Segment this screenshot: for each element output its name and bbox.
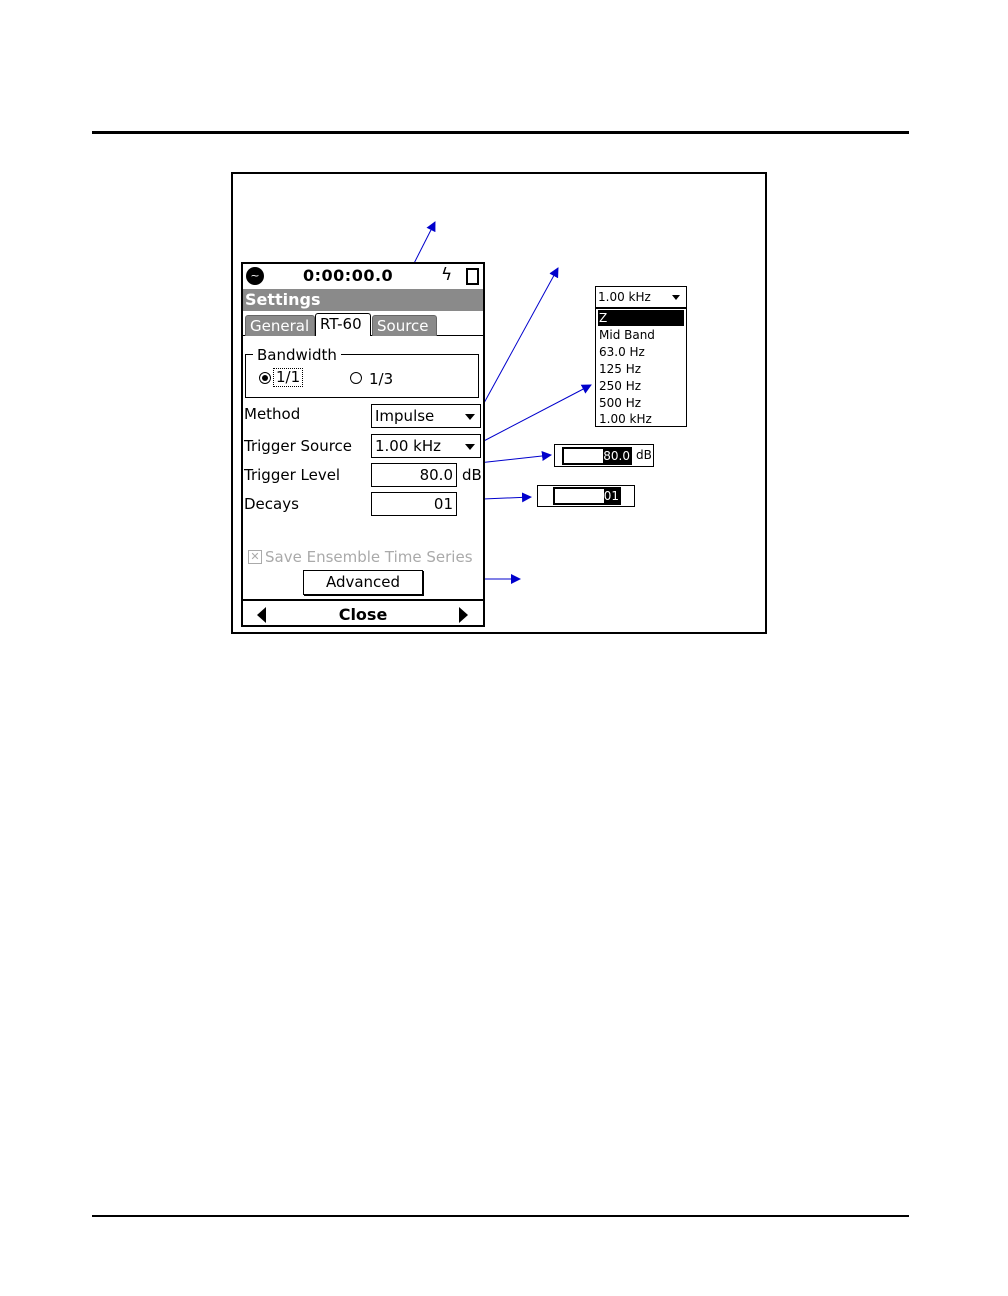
bottom-nav: [243, 599, 483, 625]
bandwidth-label: Bandwidth: [253, 346, 341, 364]
logo-icon: ~: [246, 267, 264, 285]
trigger-level-unit: dB: [462, 466, 482, 484]
dropdown-current-value[interactable]: [596, 287, 686, 309]
arrow-trigger-source: [478, 385, 591, 444]
tab-bar: [243, 312, 483, 336]
battery-icon: [466, 268, 479, 285]
dropdown-option[interactable]: 250 Hz: [599, 379, 642, 393]
status-bar: [243, 264, 483, 288]
trigger-source-dropdown: [595, 286, 687, 427]
method-label: Method: [244, 405, 301, 423]
dropdown-option[interactable]: 500 Hz: [599, 396, 642, 410]
trigger-source-label: Trigger Source: [244, 437, 353, 455]
dropdown-option[interactable]: 63.0 Hz: [599, 345, 645, 359]
device-screen: [241, 262, 485, 627]
advanced-button[interactable]: Advanced: [303, 570, 423, 595]
dropdown-option[interactable]: Z: [598, 310, 684, 326]
method-select[interactable]: [371, 404, 481, 428]
decays-edit-input[interactable]: [553, 487, 621, 505]
chevron-down-icon: [465, 444, 475, 450]
decays-edit-inset: [537, 485, 635, 507]
footer-rule: [92, 1215, 909, 1217]
radio-1-3-label[interactable]: 1/3: [369, 370, 394, 388]
dropdown-option[interactable]: 125 Hz: [599, 362, 642, 376]
save-ensemble-checkbox[interactable]: ✕: [248, 550, 262, 564]
trigger-level-edit-input[interactable]: [562, 447, 632, 465]
save-ensemble-label: Save Ensemble Time Series: [265, 548, 473, 566]
arrow-method: [478, 268, 558, 414]
tab-rt-60[interactable]: RT-60: [315, 313, 371, 336]
dropdown-option[interactable]: 1.00 kHz: [599, 412, 652, 426]
decays-label: Decays: [244, 495, 299, 513]
tab-source[interactable]: Source: [372, 315, 437, 336]
trigger-level-edit-inset: [554, 444, 654, 467]
trigger-level-edit-value: 80.0: [603, 449, 630, 463]
trigger-source-select[interactable]: [371, 434, 481, 458]
decays-input[interactable]: 01: [371, 492, 457, 516]
radio-1-3[interactable]: [350, 372, 362, 384]
page-title: Settings: [243, 289, 483, 311]
trigger-source-value: 1.00 kHz: [375, 437, 442, 455]
method-value: Impulse: [375, 407, 435, 425]
chevron-down-icon: [672, 295, 680, 300]
trigger-level-label: Trigger Level: [244, 466, 341, 484]
dropdown-current-text: 1.00 kHz: [598, 290, 651, 304]
radio-1-1[interactable]: [259, 372, 271, 384]
run-timer: 0:00:00.0: [303, 266, 394, 285]
dropdown-option[interactable]: Mid Band: [599, 328, 655, 342]
tab-general[interactable]: General: [245, 315, 315, 336]
decays-edit-value: 01: [603, 489, 619, 503]
next-arrow-icon[interactable]: [459, 607, 468, 623]
power-icon: ϟ: [441, 265, 453, 285]
trigger-level-input[interactable]: 80.0: [371, 463, 457, 487]
radio-1-1-label[interactable]: 1/1: [273, 368, 303, 387]
trigger-level-edit-unit: dB: [636, 448, 652, 462]
chevron-down-icon: [465, 414, 475, 420]
close-button[interactable]: Close: [338, 605, 388, 624]
